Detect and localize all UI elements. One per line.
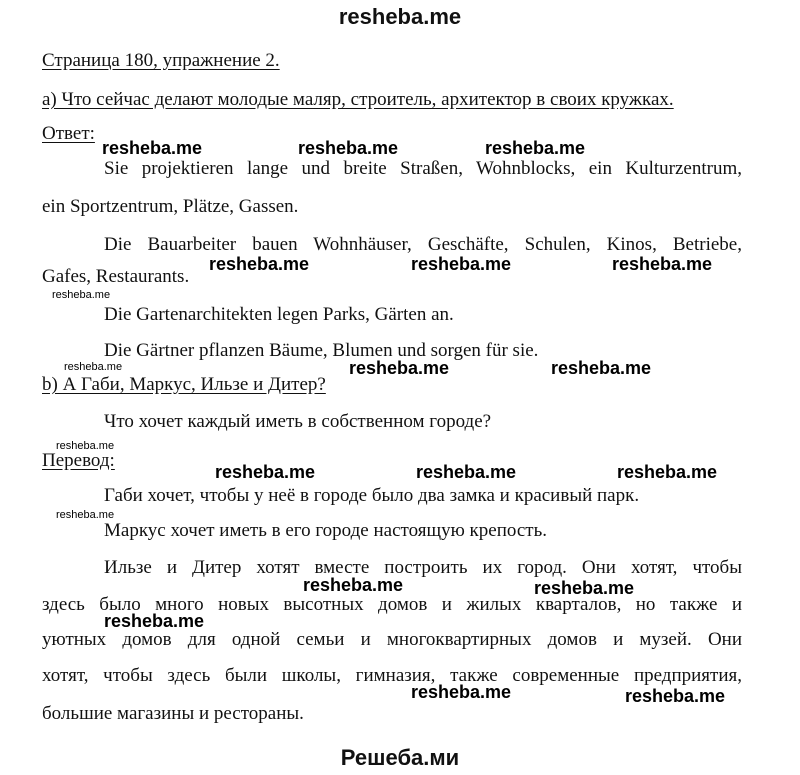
answer-line: ein Sportzentrum, Plätze, Gassen.: [42, 196, 299, 217]
answer-line: Gafes, Restaurants.: [42, 266, 190, 287]
answer-line: Die Gartenarchitekten legen Parks, Gärten an.: [104, 304, 454, 325]
translation-line: Габи хочет, чтобы у неё в городе было два замка и красивый парк.: [104, 485, 640, 506]
translation-line: Ильзе и Дитер хотят вместе построить их город. Они хотят, чтобы: [104, 557, 742, 578]
question-a: а) Что сейчас делают молодые маляр, строитель, архитектор в своих кружках.: [42, 89, 674, 110]
translation-line: большие магазины и рестораны.: [42, 703, 304, 724]
translation-line: Маркус хочет иметь в его городе настоящую крепость.: [104, 520, 547, 541]
watermark: resheba.me: [104, 611, 205, 631]
watermark: resheba.me: [416, 462, 517, 482]
site-title: resheba.me: [338, 4, 462, 29]
watermark: resheba.me: [625, 686, 726, 706]
watermark: resheba.me: [209, 254, 310, 274]
watermark: resheba.me: [64, 361, 123, 373]
answer-line: Die Gärtner pflanzen Bäume, Blumen und sorgen für sie.: [104, 340, 539, 361]
watermark: resheba.me: [303, 575, 404, 595]
answer-label: Ответ:: [42, 123, 95, 144]
watermark: resheba.me: [298, 138, 399, 158]
translation-line: уютных домов для одной семьи и многоквартирных домов и музей. Они: [42, 629, 742, 650]
translation-line: здесь было много новых высотных домов и жилых кварталов, но также и: [42, 594, 742, 615]
watermark: resheba.me: [612, 254, 713, 274]
watermark: resheba.me: [411, 682, 512, 702]
question-b-title: b) А Габи, Маркус, Ильзе и Дитер?: [42, 374, 326, 395]
footer-title: Решеба.ми: [340, 745, 460, 770]
watermark: resheba.me: [485, 138, 586, 158]
answer-line: Sie projektieren lange und breite Straßen, Wohnblocks, ein Kulturzentrum,: [104, 158, 742, 179]
watermark: resheba.me: [411, 254, 512, 274]
translation-line: хотят, чтобы здесь были школы, гимназия, также современные предприятия,: [42, 665, 742, 686]
watermark: resheba.me: [551, 358, 652, 378]
watermark: resheba.me: [617, 462, 718, 482]
translation-label: Перевод:: [42, 450, 115, 471]
watermark: resheba.me: [56, 440, 115, 452]
question-b-subtitle: Что хочет каждый иметь в собственном городе?: [104, 411, 492, 432]
watermark: resheba.me: [215, 462, 316, 482]
watermark: resheba.me: [56, 509, 115, 521]
watermark: resheba.me: [534, 578, 635, 598]
page-exercise-heading: Страница 180, упражнение 2.: [42, 50, 280, 71]
watermark: resheba.me: [102, 138, 203, 158]
answer-line: Die Bauarbeiter bauen Wohnhäuser, Geschäfte, Schulen, Kinos, Betriebe,: [104, 234, 742, 255]
watermark: resheba.me: [349, 358, 450, 378]
watermark: resheba.me: [52, 289, 111, 301]
